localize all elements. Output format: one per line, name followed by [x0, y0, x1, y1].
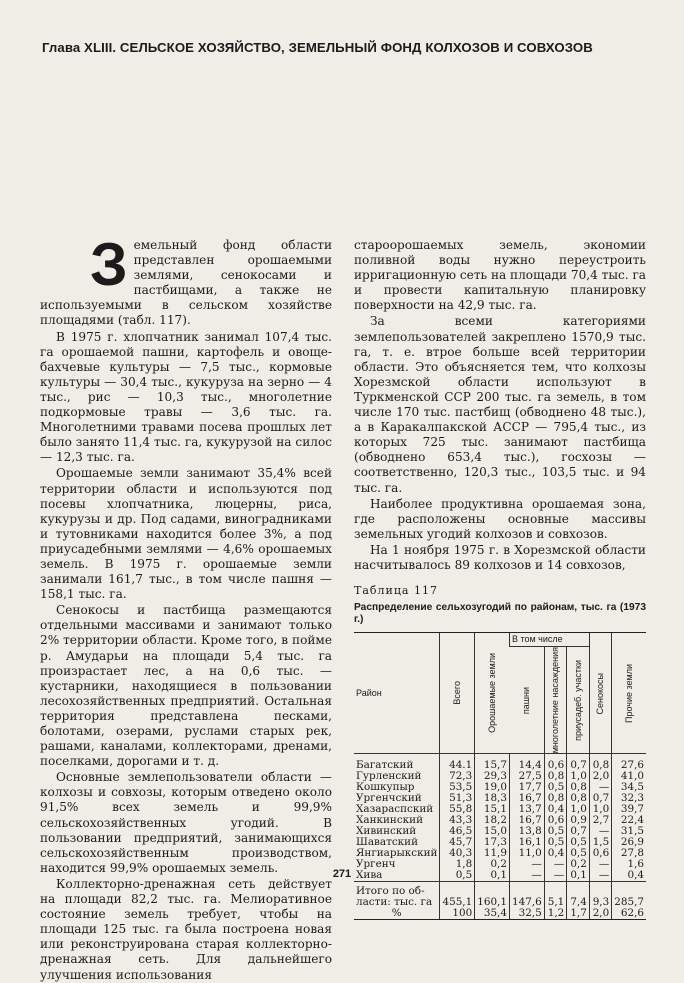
- table-body: [354, 754, 646, 920]
- cell-total: 44.1: [440, 754, 475, 772]
- total-label-line: %: [391, 907, 402, 920]
- header-total: [440, 633, 475, 754]
- paragraph: Коллекторно-дренажная сеть действует на площади 82,2 тыс. га. Мелиоративное состояние земель требует, чтобы на площади 125 тыс. га была построена новая или реконструирована старая коллекторно-дренажная сеть. Для дальнейшего улучшения использования: [40, 876, 332, 982]
- paragraph: Основные землепользователи области — колхозы и совхозы, которым отведено около 91,5% всех земель и 99,9% сельскохозяйственных угодий. В пользовании предприятий, занимающихся сельскохозяйственным производством, находится 99,9% орошаемых земель.: [40, 770, 332, 875]
- cell-oth: 32,3: [612, 793, 646, 804]
- total-value: 1,2: [547, 907, 565, 920]
- cell-per: 0,5: [544, 837, 567, 848]
- cell-irr: 29,3: [475, 771, 510, 782]
- district-name: Кошкупыр: [356, 781, 415, 794]
- cell-hh: 0,5: [567, 848, 590, 859]
- cell-arable: 27,5: [509, 771, 544, 782]
- cell-arable: 11,0: [509, 848, 544, 859]
- total-value: 455,1: [442, 896, 473, 909]
- header-household-label: приусадеб. участки: [572, 659, 583, 741]
- cell-irr: 19,0: [475, 782, 510, 793]
- cell-hay: 0,6: [589, 848, 611, 859]
- header-household: [567, 647, 590, 754]
- cell-hay: 2,7: [589, 815, 611, 826]
- cell-oth: 26,9: [612, 837, 646, 848]
- cell-hh: 0,1: [567, 870, 590, 882]
- cell-total: 53,5: [440, 782, 475, 793]
- chapter-header: Глава XLIII. СЕЛЬСКОЕ ХОЗЯЙСТВО, ЗЕМЕЛЬНЫЙ ФОНД КОЛХОЗОВ И СОВХОЗОВ: [42, 40, 593, 55]
- cell-arable: 13,8: [509, 826, 544, 837]
- cell-per: 0,4: [544, 804, 567, 815]
- cell-oth: 27,8: [612, 848, 646, 859]
- cell-hh: 1,0: [567, 804, 590, 815]
- cell-per: —: [544, 870, 567, 882]
- cell-hh: 0,9: [567, 815, 590, 826]
- cell-irr: 15,0: [475, 826, 510, 837]
- cell-hh: 0,7: [567, 754, 590, 772]
- header-hayfields-label: Сенокосы: [595, 672, 606, 715]
- total-cell-oth: [612, 882, 646, 920]
- drop-cap: З: [90, 231, 128, 298]
- cell-hh: 0,7: [567, 826, 590, 837]
- total-value: 1,7: [570, 907, 587, 920]
- cell-oth: 1,6: [612, 859, 646, 870]
- total-value: 62,6: [620, 907, 644, 920]
- cell-hay: 2,0: [589, 771, 611, 782]
- cell-per: —: [544, 859, 567, 870]
- header-other: [612, 633, 646, 754]
- total-value: 7,4: [570, 896, 587, 909]
- paragraph: На 1 ноября 1975 г. в Хорезмской области насчитывалось 89 колхозов и 14 совхозов,: [354, 542, 646, 572]
- paragraph: Наиболее продуктивна орошаемая зона, где расположены основные массивы земельных угодий колхозов и совхозов.: [354, 496, 646, 541]
- cell-total: 46,5: [440, 826, 475, 837]
- cell-arable: —: [509, 870, 544, 882]
- cell-hay: —: [589, 859, 611, 870]
- cell-per: 0,5: [544, 826, 567, 837]
- cell-oth: 39,7: [612, 804, 646, 815]
- cell-irr: 18,3: [475, 793, 510, 804]
- total-value: 2,0: [592, 907, 610, 920]
- cell-oth: 22,4: [612, 815, 646, 826]
- page-number: 271: [332, 868, 352, 880]
- table-title: Распределение сельхозугодий по районам, тыс. га (1973 г.): [354, 602, 646, 626]
- intro-paragraph: [40, 231, 332, 329]
- cell-irr: 0,1: [475, 870, 510, 882]
- cell-total: 51,3: [440, 793, 475, 804]
- total-cell-per: [544, 882, 567, 920]
- total-value: 285,7: [614, 896, 644, 909]
- cell-total: 0,5: [440, 870, 475, 882]
- district-name: Ханкинский: [356, 814, 424, 827]
- header-including: В том числе: [509, 633, 589, 647]
- table-caption: Таблица 117: [354, 584, 438, 598]
- intro-text: емельный фонд области представлен орошаемыми землями, сенокосами и пастбищами, а также не используемыми в сельском хозяйстве площадями (табл. 117).: [40, 238, 332, 328]
- total-label: [354, 882, 440, 920]
- header-other-label: Прочие земли: [623, 663, 634, 723]
- total-value: 5,1: [547, 896, 565, 909]
- cell-irr: 11,9: [475, 848, 510, 859]
- total-row: [354, 882, 646, 920]
- district-name: Шаватский: [356, 836, 419, 849]
- cell-hay: 0,7: [589, 793, 611, 804]
- cell-hh: 0,2: [567, 859, 590, 870]
- paragraph: Орошаемые земли занимают 35,4% всей территории области и используются под посевы хлопчатника, люцерны, риса, кукурузы и др. Под садами, виноградниками и тутовниками находится более 3%, а под приусадебными землями — 4,6% орошаемых земель. В 1975 г. орошаемые земли занимали 161,7 тыс., в том числе пашня — 158,1 тыс. га.: [40, 466, 332, 602]
- district-name: Хивинский: [356, 825, 417, 838]
- cell-arable: 16,7: [509, 815, 544, 826]
- cell-arable: 16,7: [509, 793, 544, 804]
- cell-arable: 14,4: [509, 754, 544, 772]
- total-value: 32,5: [518, 907, 542, 920]
- cell-irr: 15,1: [475, 804, 510, 815]
- header-perennial-label: многолетние насаждения: [550, 647, 560, 754]
- header-arable: [509, 647, 544, 754]
- cell-per: 0,8: [544, 771, 567, 782]
- cell-per: 0,6: [544, 754, 567, 772]
- cell-per: 0,4: [544, 848, 567, 859]
- cell-irr: 18,2: [475, 815, 510, 826]
- total-cell-irr: [475, 882, 510, 920]
- header-arable-label: пашни: [521, 686, 532, 714]
- district-name: Багатский: [356, 759, 414, 772]
- cell-hay: —: [589, 826, 611, 837]
- cell-total: 45,7: [440, 837, 475, 848]
- paragraph: староорошаемых земель, экономии поливной воды нужно переустроить ирригационную сеть на площади 70,4 тыс. га и провести капитальную планировку поверхности на 42,9 тыс. га.: [354, 238, 646, 313]
- total-value: 9,3: [592, 896, 610, 909]
- cell-irr: 0,2: [475, 859, 510, 870]
- cell-oth: 41,0: [612, 771, 646, 782]
- cell-hay: 1,0: [589, 804, 611, 815]
- total-label-line: Итого по об-: [356, 885, 425, 898]
- header-irrigated: [475, 633, 510, 754]
- cell-arable: 16,1: [509, 837, 544, 848]
- total-cell-arable: [509, 882, 544, 920]
- total-cell-total: [440, 882, 475, 920]
- cell-hay: —: [589, 782, 611, 793]
- cell-hay: —: [589, 870, 611, 882]
- cell-total: 40,3: [440, 848, 475, 859]
- cell-oth: 31,5: [612, 826, 646, 837]
- cell-arable: 17,7: [509, 782, 544, 793]
- cell-arable: 13,7: [509, 804, 544, 815]
- total-value: 147,6: [511, 896, 542, 909]
- district-name: Хива: [356, 869, 383, 882]
- cell-hh: 1,0: [567, 771, 590, 782]
- district-name: Хазараспский: [356, 803, 434, 816]
- cell-per: 0,5: [544, 782, 567, 793]
- total-value: 35,4: [483, 907, 507, 920]
- district-name: Янгиарыкский: [356, 847, 438, 860]
- district-name: Гурленский: [356, 770, 422, 783]
- header-hayfields: [589, 633, 611, 754]
- cell-arable: —: [509, 859, 544, 870]
- district-name: Ургенчский: [356, 792, 422, 805]
- header-irrigated-label: Орошаемые земли: [486, 653, 497, 734]
- paragraph: Сенокосы и пастбища размещаются отдельными массивами и занимают только 2% территории области. Кроме того, в пойме р. Амударьи на площади 5,4 тыс. га произрастает лес, а на 0,6 тыс. — кустарники, находящиеся в пользовании лесохозяйственных предприятий. Остальная территория представлена песками, болотами, озерами, руслами старых рек, рашами, каналами, коллекторами, дренами, поселками, дорогами и т. д.: [40, 603, 332, 769]
- cell-hay: 0,8: [589, 754, 611, 772]
- paragraph: За всеми категориями землепользователей закреплено 1570,9 тыс. га, т. е. втрое больше всей территории области. Это объясняется тем, что колхозы Хорезмской области используют в Туркменской ССР 200 тыс. га земель, в том числе 170 тыс. пастбищ (обводнено 48 тыс.), а в Каракалпакской АССР — 795,4 тыс., из которых 725 тыс. занимают пастбища (обводнено 653,4 тыс.), госхозы — соответственно, 120,3 тыс., 103,5 тыс. и 94 тыс. га.: [354, 314, 646, 495]
- cell-total: 43,3: [440, 815, 475, 826]
- table-row: [354, 754, 646, 772]
- district-name: Ургенч: [356, 858, 396, 871]
- total-label-line: ласти: тыс. га: [356, 896, 433, 909]
- total-cell-hay: [589, 882, 611, 920]
- cell-irr: 15,7: [475, 754, 510, 772]
- cell-total: 1,8: [440, 859, 475, 870]
- cell-irr: 17,3: [475, 837, 510, 848]
- cell-hh: 0,5: [567, 837, 590, 848]
- header-perennial: [544, 647, 567, 754]
- cell-total: 55,8: [440, 804, 475, 815]
- cell-oth: 27,6: [612, 754, 646, 772]
- cell-total: 72,3: [440, 771, 475, 782]
- header-district: Район: [354, 633, 440, 754]
- total-value: 160,1: [477, 896, 507, 909]
- right-column: [354, 238, 646, 920]
- cell-oth: 34,5: [612, 782, 646, 793]
- total-value: 100: [452, 907, 473, 920]
- cell-hh: 0,8: [567, 782, 590, 793]
- cell-per: 0,6: [544, 815, 567, 826]
- cell-hay: 1,5: [589, 837, 611, 848]
- cell-oth: 0,4: [612, 870, 646, 882]
- header-total-label: Всего: [451, 681, 462, 706]
- cell-hh: 0,8: [567, 793, 590, 804]
- total-cell-hh: [567, 882, 590, 920]
- cell-per: 0,8: [544, 793, 567, 804]
- paragraph: В 1975 г. хлопчатник занимал 107,4 тыс. га орошаемой пашни, картофель и овоще-бахчевые культуры — 7,5 тыс., кормовые культуры — 30,4 тыс., кукуруза на зерно — 4 тыс., рис — 10,3 тыс., многолетние подкормовые травы — 3,6 тыс. га. Многолетними травами посева прошлых лет было занято 11,4 тыс. га, кукурузой на силос — 12,3 тыс. га.: [40, 329, 332, 465]
